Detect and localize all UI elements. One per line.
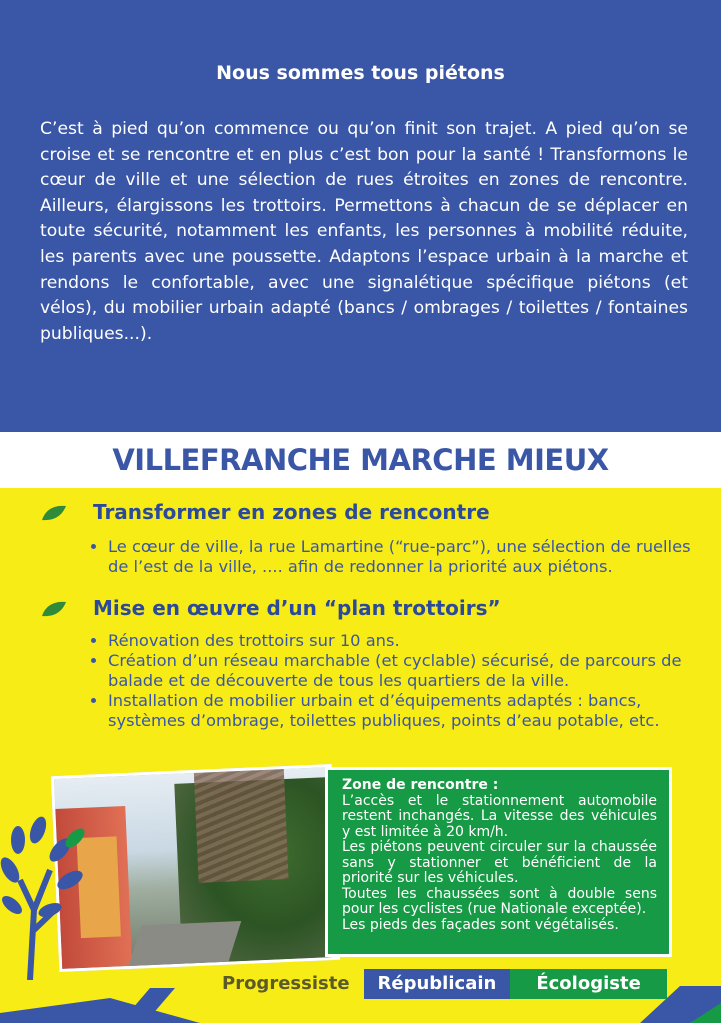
tag-progressiste: Progressiste xyxy=(208,969,364,999)
leaf-icon xyxy=(40,504,68,522)
tag-ecologiste: Écologiste xyxy=(510,969,666,999)
info-line: Les piétons peuvent circuler sur la chaussée sans y stationner et bénéficient de la priorité sur les véhicules. xyxy=(342,839,657,886)
intro-text: C’est à pied qu’on commence ou qu’on finit son trajet. A pied qu’on se croise et se rencontre et en plus c’est bon pour la santé ! Transformons le cœur de ville et une sélection de rues étroites en zones de rencontre. Ailleurs, élargissons les trottoirs. Permettons à chacun de se déplacer en toute sécurité, notamment les enfants, les personnes à mobilité réduite, les parents avec une poussette. Adaptons l’espace urbain à la marche et rendons le confortable, avec une signalétique spécifique piétons (et vélos), du mobilier urbain adapté (bancs / ombrages / toilettes / fontaines publiques...). xyxy=(40,119,688,344)
banner xyxy=(0,438,721,488)
tree-icon xyxy=(0,810,90,980)
info-box-zone-rencontre xyxy=(325,767,672,957)
list-item: • Installation de mobilier urbain et d’équipements adaptés : bancs, systèmes d’ombrage, toilettes publiques, points d’eau potable, etc. xyxy=(108,691,698,731)
tag-republicain: Républicain xyxy=(364,969,511,999)
section-title-zones: Transformer en zones de rencontre xyxy=(93,500,490,524)
section-title-trottoirs: Mise en œuvre d’un “plan trottoirs” xyxy=(93,596,501,620)
list-item: • Création d’un réseau marchable (et cyclable) sécurisé, de parcours de balade et de découverte de tous les quartiers de la ville. xyxy=(108,651,698,691)
info-line: Les pieds des façades sont végétalisés. xyxy=(342,916,619,933)
info-line: Toutes les chaussées sont à double sens pour les cyclistes (rue Nationale exceptée). xyxy=(342,885,657,917)
section-list-trottoirs xyxy=(86,631,698,731)
info-box-title: Zone de rencontre : xyxy=(342,777,499,793)
leaf-icon xyxy=(40,600,68,618)
section-list-zones xyxy=(86,537,698,577)
list-item: • Rénovation des trottoirs sur 10 ans. xyxy=(108,631,698,651)
footer-tags xyxy=(208,969,667,999)
list-item: • Le cœur de ville, la rue Lamartine (“rue-parc”), une sélection de ruelles de l’est de la ville, .... afin de redonner la priorité aux piétons. xyxy=(108,537,698,577)
banner-title: VILLEFRANCHE MARCHE MIEUX xyxy=(112,443,609,477)
street-photo xyxy=(51,764,340,972)
intro-section xyxy=(0,0,721,432)
info-line: L’accès et le stationnement automobile restent inchangés. La vitesse des véhicules y est limitée à 20 km/h. xyxy=(342,792,657,840)
intro-title: Nous sommes tous piétons xyxy=(216,62,505,84)
